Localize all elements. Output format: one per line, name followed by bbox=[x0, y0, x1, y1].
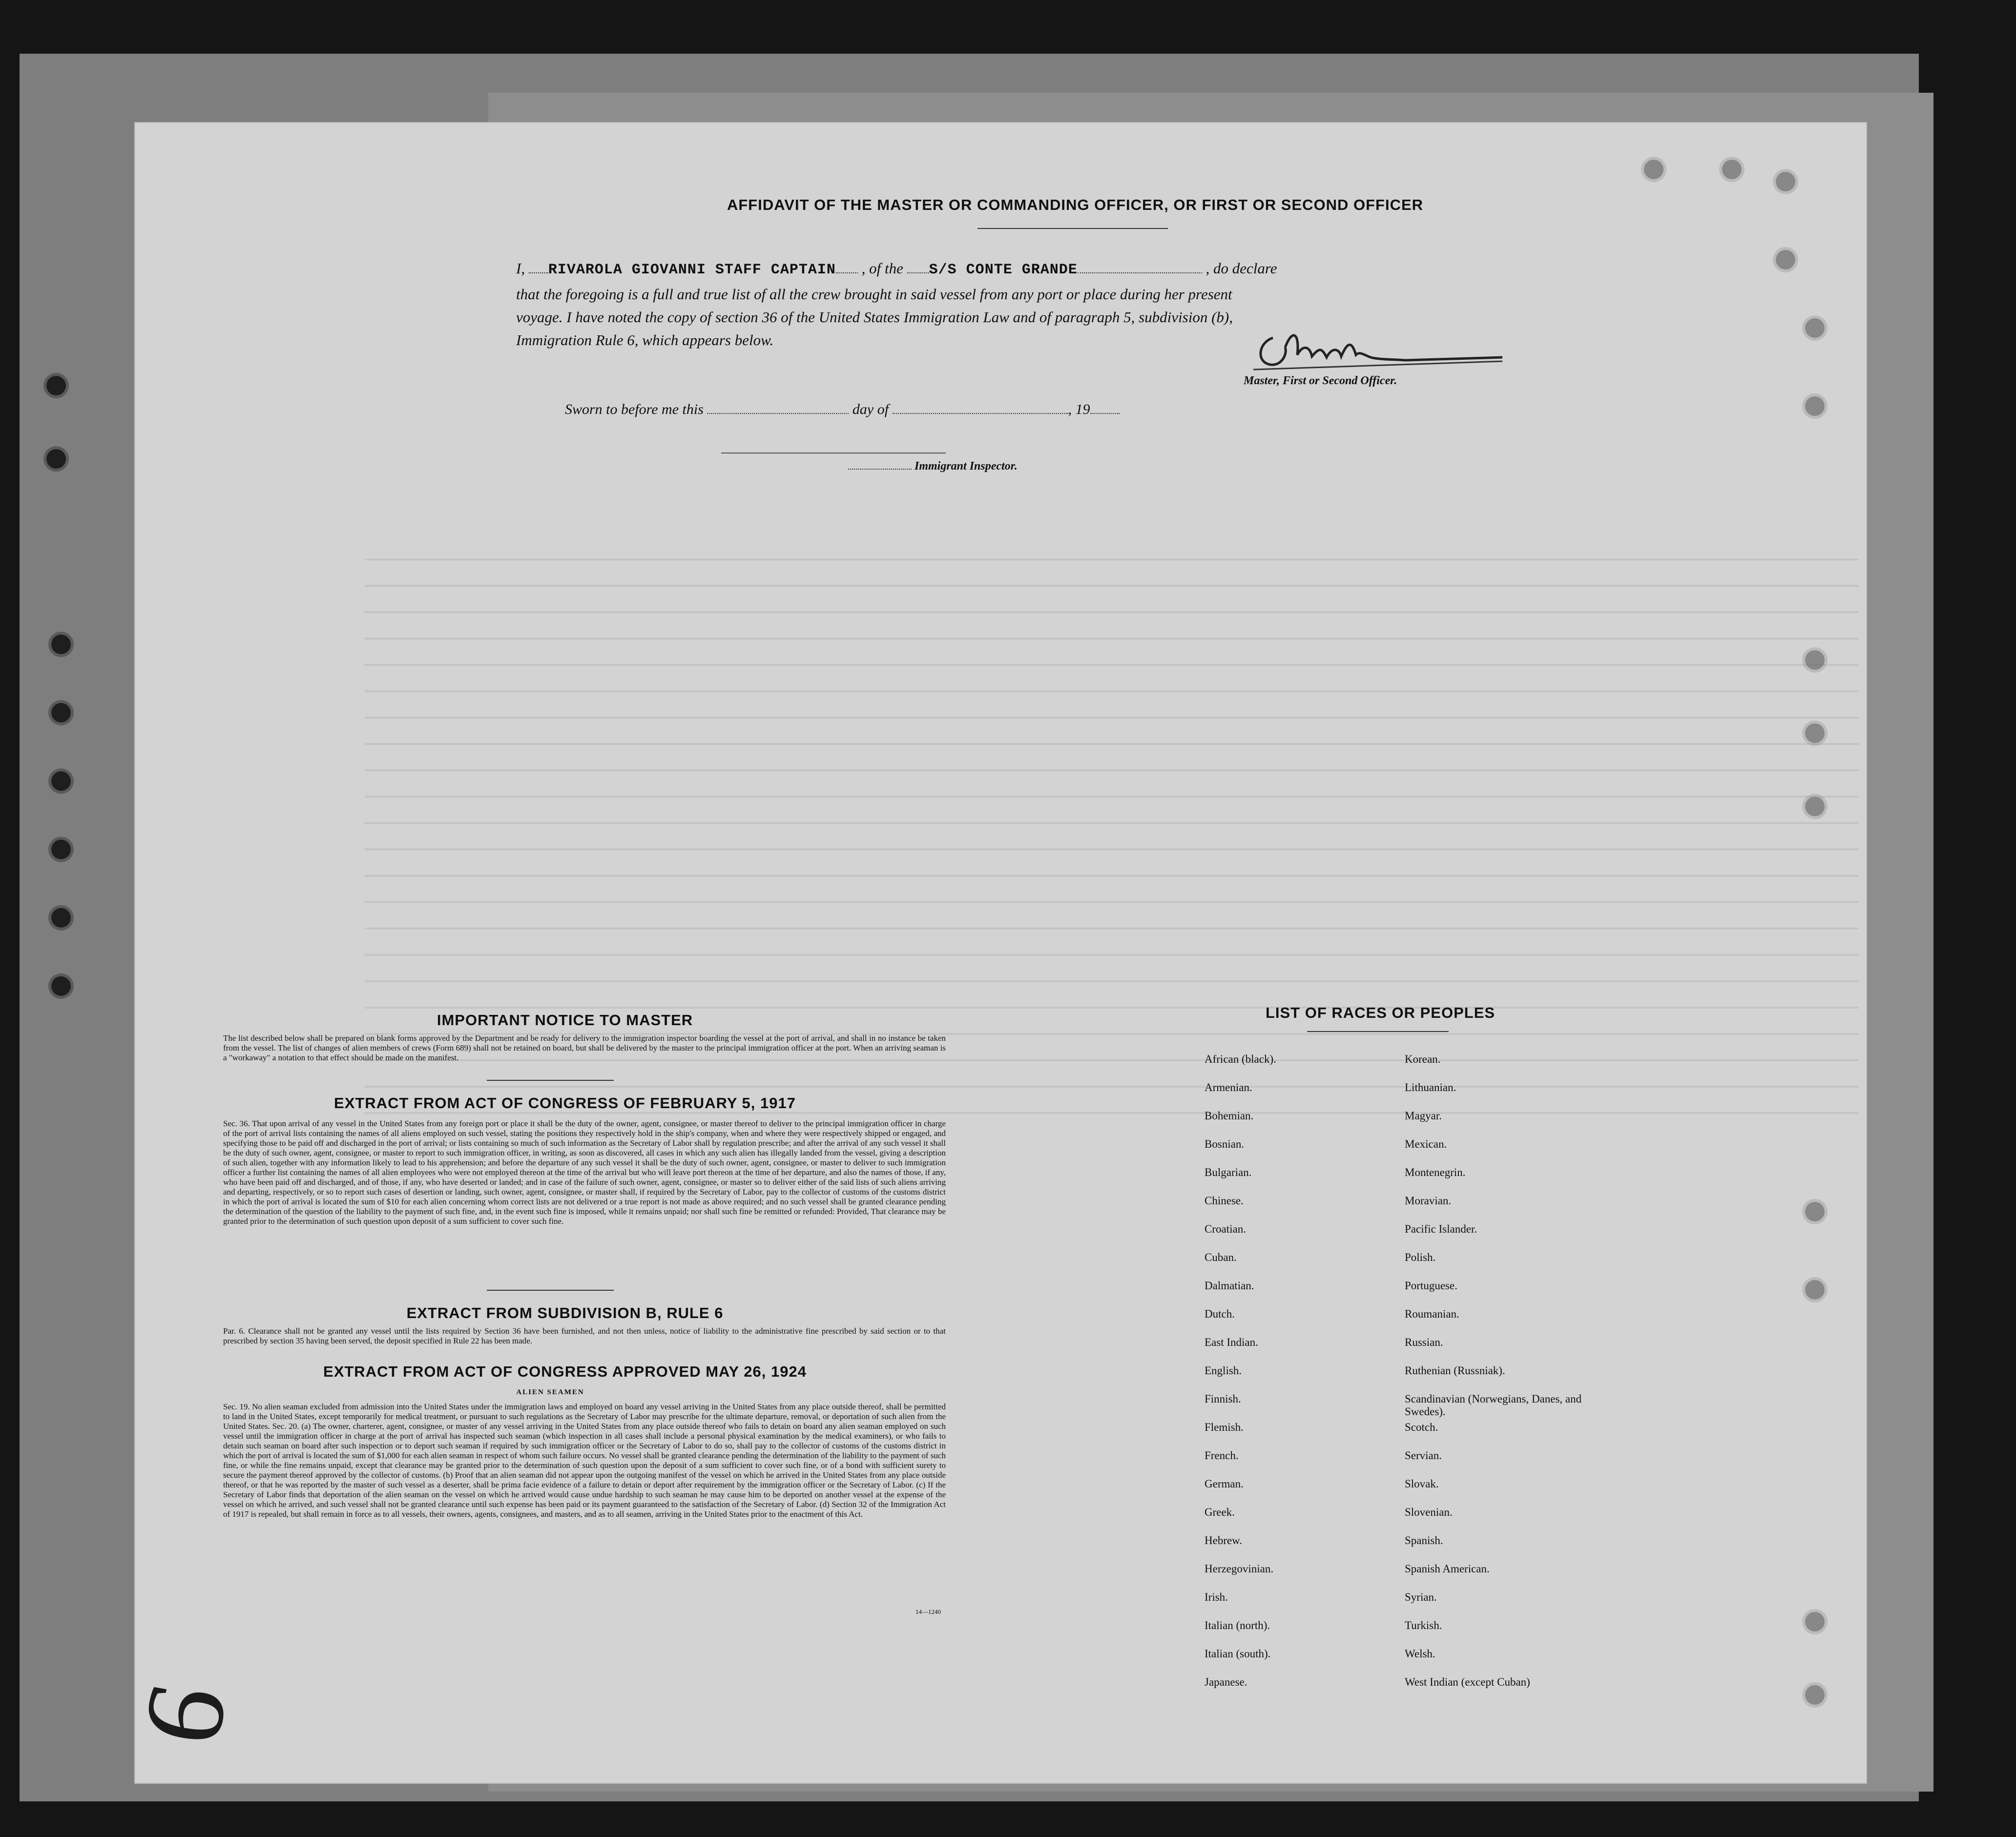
punch-hole bbox=[1805, 1685, 1825, 1705]
race-item: Pacific Islander. bbox=[1405, 1223, 1477, 1235]
subdivision-b-title: EXTRACT FROM SUBDIVISION B, RULE 6 bbox=[406, 1304, 724, 1321]
binder-hole bbox=[51, 703, 71, 722]
race-item: Slovenian. bbox=[1405, 1506, 1453, 1518]
punch-hole bbox=[1805, 1280, 1825, 1300]
punch-hole bbox=[1805, 318, 1825, 338]
extract-1917-rule bbox=[487, 1290, 614, 1291]
race-item: Lithuanian. bbox=[1405, 1081, 1456, 1094]
race-item: Welsh. bbox=[1405, 1648, 1435, 1660]
race-item: English. bbox=[1205, 1364, 1242, 1377]
punch-hole bbox=[1776, 250, 1795, 269]
race-item: Herzegovinian. bbox=[1205, 1563, 1274, 1575]
punch-hole bbox=[1805, 1202, 1825, 1221]
subdivision-b-text: Par. 6. Clearance shall not be granted any vessel until the lists required by Section 36 have been furnished, and not then unless, notice of liability to the administrative fine prescribed by said section or to that prescribed by section 35 having been served, the deposit specified in Rule 22 has been made. bbox=[223, 1326, 946, 1345]
notice-rule bbox=[487, 1080, 614, 1081]
affidavit-title: AFFIDAVIT OF THE MASTER OR COMMANDING OFFICER, OR FIRST OR SECOND OFFICER bbox=[727, 196, 1424, 213]
form-number: 14—1240 bbox=[915, 1608, 941, 1615]
notice-text: The list described below shall be prepared on blank forms approved by the Department and be ready for delivery to the immigration inspector boarding the vessel at the port of arrival, and shall in no instance be taken from the vessel. The list of changes of alien members of crews (Form 689) shall not be retained on board, but shall be delivered by the master to the principal immigration officer at the port. When an arriving seaman is a "workaway" a notation to that effect should be made on the manifest. bbox=[223, 1033, 946, 1062]
race-item: Finnish. bbox=[1205, 1393, 1241, 1405]
race-item: Croatian. bbox=[1205, 1223, 1246, 1235]
race-item: West Indian (except Cuban) bbox=[1405, 1676, 1530, 1688]
binder-hole bbox=[51, 840, 71, 859]
race-item: Ruthenian (Russniak). bbox=[1405, 1364, 1505, 1377]
race-item: Roumanian. bbox=[1405, 1308, 1459, 1320]
extract-1924-text: Sec. 19. No alien seaman excluded from admission into the United States under the immigration laws and employed on board any vessel arriving in the United States from any place outside thereof, shall be permitted to land in the United States, except temporarily for medical treatment, or pursuant to such regulations as the Secretary of Labor may prescribe for the ultimate departure, removal, or deportation of such alien from the United States. Sec. 20. (a) The owner, charterer, agent, consignee, or master of any vessel arriving in the United States from any place outside thereof who fails to detain on board any alien seaman employed on such vessel until the immigration officer in charge at the port of arrival has inspected such seaman (which inspection in all cases shall include a personal physical examination by the medical examiners), or who fails to detain such seaman on board after such inspection or to deport such seaman if required by such immigration officer or the Secretary of Labor to do so, shall pay to the collector of customs of the customs district in which the port of arrival is located the sum of $1,000 for each alien seaman in respect of whom such failure occurs. No vessel shall be granted clearance pending the determination of the liability to the payment of such fine, or while the fine remains unpaid, except that clearance may be granted prior to the determination of such question upon the deposit of a sum sufficient to cover such fine, or of a bond with sufficient surety to secure the payment thereof approved by the collector of customs. (b) Proof that an alien seaman did not appear upon the outgoing manifest of the vessel on which he arrived in the United States from any place outside thereof, or that he was reported by the master of such vessel as a deserter, shall be prima facie evidence of a failure to detain or deport after requirement by the immigration officer or the Secretary of Labor. (c) If the Secretary of Labor finds that deportation of the alien seaman on the vessel on which he arrived would cause undue hardship to such seaman he may cause him to be deported on another vessel at the expense of the vessel on which he arrived, and such vessel shall not be granted clearance until such expense has been paid or its payment guaranteed to the satisfaction of the Secretary of Labor. (d) Section 32 of the Immigration Act of 1917 is repealed, but shall remain in force as to all vessels, their owners, agents, consignees, and masters, and as to all seamen, arriving in the United States prior to the enactment of this Act. bbox=[223, 1402, 946, 1519]
race-item: Slovak. bbox=[1405, 1478, 1439, 1490]
race-item: Mexican. bbox=[1405, 1138, 1447, 1150]
extract-1917-title: EXTRACT FROM ACT OF CONGRESS OF FEBRUARY 5, 1917 bbox=[334, 1094, 796, 1112]
race-item: Greek. bbox=[1205, 1506, 1235, 1518]
races-right-column bbox=[1405, 1053, 1610, 1704]
line1-start: I, bbox=[516, 260, 525, 277]
race-item: Cuban. bbox=[1205, 1251, 1237, 1263]
race-item: Scotch. bbox=[1405, 1421, 1438, 1433]
binder-hole bbox=[51, 976, 71, 996]
race-item: Magyar. bbox=[1405, 1110, 1442, 1122]
sworn-end: , 19 bbox=[1068, 401, 1090, 417]
race-item: Turkish. bbox=[1405, 1619, 1442, 1631]
binder-hole bbox=[46, 449, 66, 469]
race-item: African (black). bbox=[1205, 1053, 1276, 1065]
affidavit-line-3: voyage. I have noted the copy of section 36 of the United States Immigration Law and of paragraph 5, subdivision (b), bbox=[516, 309, 1233, 326]
race-item: Portuguese. bbox=[1405, 1280, 1457, 1292]
binder-hole bbox=[51, 635, 71, 654]
inspector-label bbox=[848, 460, 1018, 473]
punch-hole bbox=[1805, 396, 1825, 416]
affidavit-line-4: Immigration Rule 6, which appears below. bbox=[516, 331, 774, 349]
extract-1924-subtitle: ALIEN SEAMEN bbox=[516, 1388, 584, 1396]
races-title: LIST OF RACES OR PEOPLES bbox=[1265, 1004, 1496, 1021]
race-item: Spanish. bbox=[1405, 1534, 1443, 1547]
race-item: French. bbox=[1205, 1449, 1239, 1462]
race-item: German. bbox=[1205, 1478, 1244, 1490]
race-item: Bohemian. bbox=[1205, 1110, 1254, 1122]
race-item: Servian. bbox=[1405, 1449, 1442, 1462]
binder-hole bbox=[51, 908, 71, 928]
race-item: Moravian. bbox=[1405, 1195, 1452, 1207]
race-item: Hebrew. bbox=[1205, 1534, 1243, 1547]
inspector-text: Immigrant Inspector. bbox=[914, 460, 1018, 473]
sworn-mid: day of bbox=[852, 401, 889, 417]
line1-end: , do declare bbox=[1205, 260, 1277, 277]
race-item: Flemish. bbox=[1205, 1421, 1244, 1433]
punch-hole bbox=[1805, 1612, 1825, 1631]
race-item: Bulgarian. bbox=[1205, 1166, 1252, 1178]
race-item: Korean. bbox=[1405, 1053, 1441, 1065]
title-rule bbox=[977, 228, 1168, 229]
officer-name: RIVAROLA GIOVANNI STAFF CAPTAIN bbox=[548, 262, 836, 278]
race-item: Chinese. bbox=[1205, 1195, 1244, 1207]
extract-1924-title: EXTRACT FROM ACT OF CONGRESS APPROVED MAY 26, 1924 bbox=[323, 1363, 807, 1380]
pencil-page-number: 9 bbox=[120, 1676, 253, 1754]
signature-label: Master, First or Second Officer. bbox=[1244, 374, 1397, 387]
race-item: Armenian. bbox=[1205, 1081, 1252, 1094]
sworn-line bbox=[565, 401, 1120, 418]
race-item: Italian (south). bbox=[1205, 1648, 1271, 1660]
sworn-start: Sworn to before me this bbox=[565, 401, 704, 417]
race-item: Polish. bbox=[1405, 1251, 1436, 1263]
signature-mark bbox=[1248, 318, 1502, 377]
race-item: Dutch. bbox=[1205, 1308, 1235, 1320]
race-item: Syrian. bbox=[1405, 1591, 1437, 1603]
race-item: Bosnian. bbox=[1205, 1138, 1245, 1150]
notice-title: IMPORTANT NOTICE TO MASTER bbox=[436, 1011, 693, 1029]
inspector-signature-line bbox=[721, 453, 946, 454]
binder-hole bbox=[46, 376, 66, 395]
race-item: Spanish American. bbox=[1405, 1563, 1490, 1575]
affidavit-line-2: that the foregoing is a full and true list of all the crew brought in said vessel from any port or place during her present bbox=[516, 286, 1232, 303]
race-item: Russian. bbox=[1405, 1336, 1443, 1348]
manifest-page bbox=[134, 122, 1867, 1784]
race-item: East Indian. bbox=[1205, 1336, 1258, 1348]
races-rule bbox=[1307, 1031, 1449, 1032]
punch-hole bbox=[1722, 160, 1742, 179]
race-item: Montenegrin. bbox=[1405, 1166, 1466, 1178]
race-item: Scandinavian (Norwegians, Danes, and Swedes). bbox=[1405, 1393, 1582, 1418]
punch-hole bbox=[1776, 172, 1795, 191]
extract-1917-text: Sec. 36. That upon arrival of any vessel in the United States from any foreign port or place it shall be the duty of the owner, agent, consignee, or master thereof to deliver to the principal immigration officer in charge of the port of arrival lists containing the names of all aliens employed on such vessel, stating the positions they respectively hold in the ship's company, when and where they were respectively shipped or engaged, and specifying those to be paid off and discharged in the port of arrival; or lists containing so much of such information as the Secretary of Labor shall by regulation prescribe; and after the arrival of any such vessel it shall be the duty of such owner, agent, consignee, or master to report to such immigration officer, in writing, as soon as discovered, all cases in which any such alien has illegally landed from the vessel, giving a description of such alien, together with any information likely to lead to his apprehension; and before the departure of any such vessel it shall be the duty of such owner, agent, consignee, or master to deliver to such immigration officer a further list containing the names of all alien employees who were not employed thereon at the time of the arrival but who will leave port thereon at the time of her departure, and also the names of those, if any, who have been paid off and discharged, and of those, if any, who have deserted or landed; and in case of the failure of such owner, agent, consignee, or master so to deliver either of the said lists of such aliens arriving and departing, respectively, or so to report such cases of desertion or landing, such owner, agent, consignee, or master shall, if required by the Secretary of Labor, pay to the collector of customs of the customs district in which the port of arrival is located the sum of $10 for each alien concerning whom correct lists are not delivered or a true report is not made as above required; and no such vessel shall be granted clearance pending the determination of the question of the liability to the payment of such fine, and, in the event such fine is imposed, while it remains unpaid; nor shall such fine be remitted or refunded: Provided, That clearance may be granted prior to the determination of such question upon deposit of a sum sufficient to cover such fine. bbox=[223, 1119, 946, 1226]
race-item: Irish. bbox=[1205, 1591, 1228, 1603]
affidavit-line-1 bbox=[516, 260, 1277, 278]
vessel-name: S/S CONTE GRANDE bbox=[929, 262, 1078, 278]
race-item: Dalmatian. bbox=[1205, 1280, 1254, 1292]
race-item: Italian (north). bbox=[1205, 1619, 1270, 1631]
punch-hole bbox=[1644, 160, 1663, 179]
races-left-column bbox=[1205, 1053, 1390, 1704]
line1-mid: , of the bbox=[861, 260, 903, 277]
race-item: Japanese. bbox=[1205, 1676, 1247, 1688]
binder-hole bbox=[51, 771, 71, 791]
